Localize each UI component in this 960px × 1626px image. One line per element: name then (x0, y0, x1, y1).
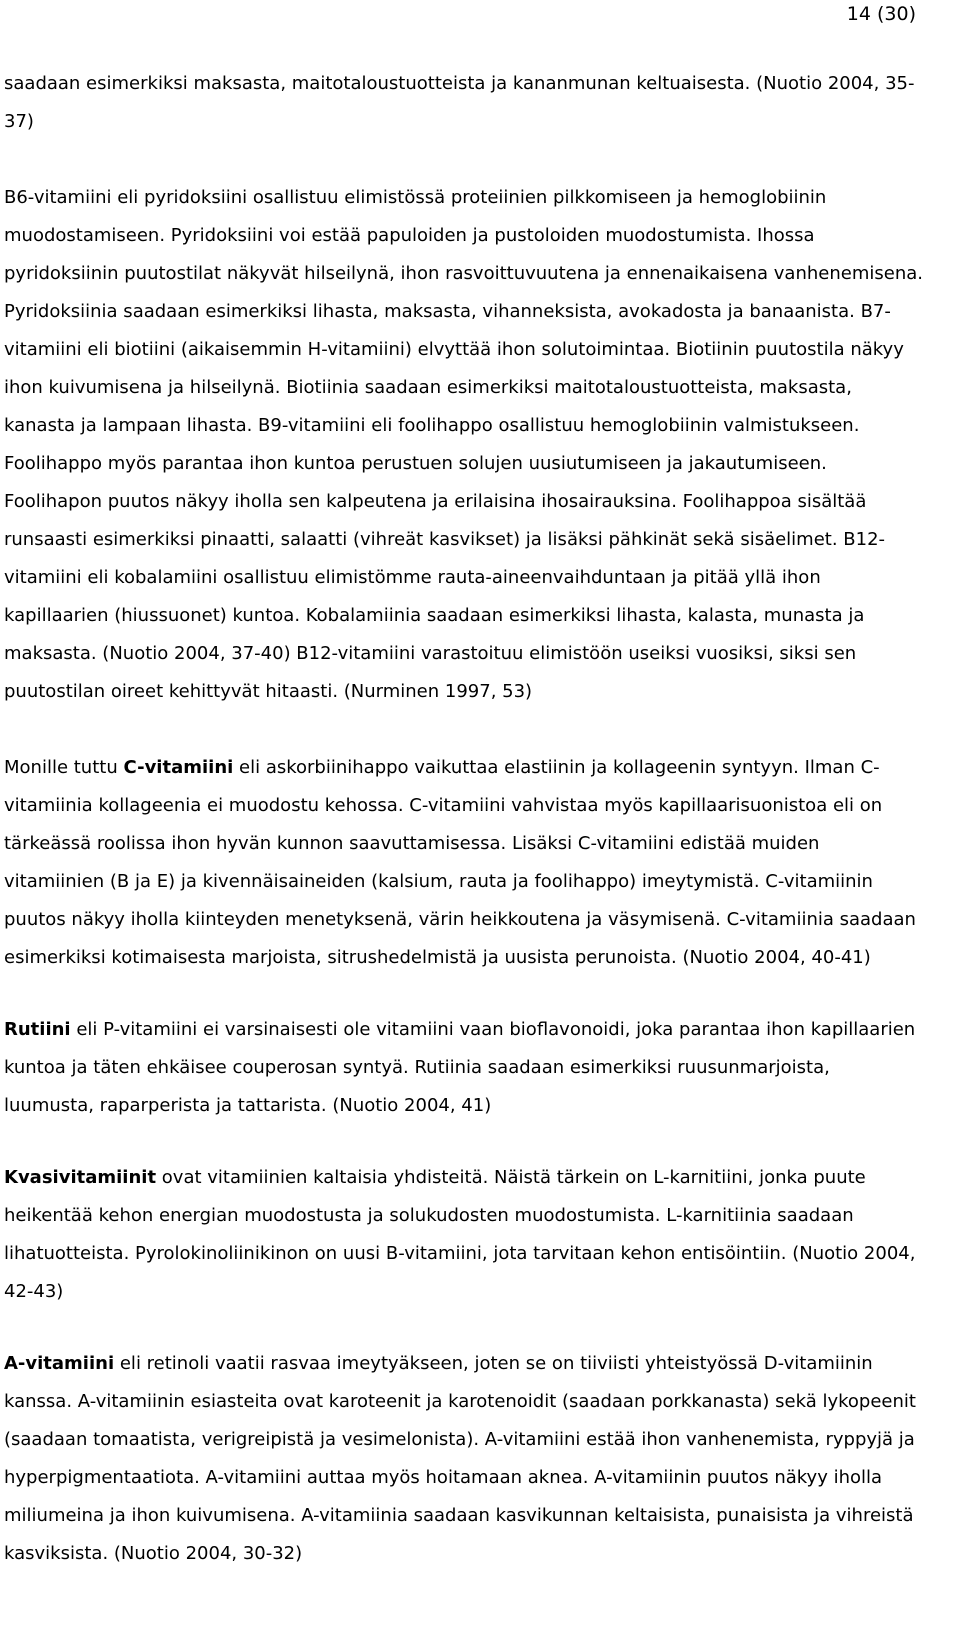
text-span: Monille tuttu (4, 757, 124, 778)
text-span: eli retinoli vaatii rasvaa imeytyäkseen, joten se on tiiviisti yhteistyössä D-vitamiinin (114, 1353, 873, 1374)
text-line (4, 224, 956, 248)
text-line (4, 680, 956, 704)
text-span: vitamiini eli biotiini (aikaisemmin H-vitamiini) elvyttää ihon solutoimintaa. Biotiinin puutostila näkyy (4, 339, 904, 360)
text-span: Pyridoksiinia saadaan esimerkiksi lihasta, maksasta, vihanneksista, avokadosta ja banaanista. B7- (4, 301, 891, 322)
text-span: luumusta, raparperista ja tattarista. (Nuotio 2004, 41) (4, 1095, 492, 1116)
text-span: hyperpigmentaatiota. A-vitamiini auttaa myös hoitamaan aknea. A-vitamiinin puutos näkyy iholla (4, 1467, 883, 1488)
text-line (4, 604, 956, 628)
text-line (4, 72, 956, 96)
text-line (4, 1352, 956, 1376)
text-span: ihon kuivumisena ja hilseilynä. Biotiinia saadaan esimerkiksi maitotaloustuotteista, maksasta, (4, 377, 852, 398)
text-line (4, 490, 956, 514)
text-line (4, 186, 956, 210)
text-line (4, 528, 956, 552)
text-span: 42-43) (4, 1281, 64, 1302)
text-line (4, 1428, 956, 1452)
text-line (4, 414, 956, 438)
text-line (4, 1504, 956, 1528)
bold-term: Kvasivitamiinit (4, 1167, 157, 1188)
text-span: esimerkiksi kotimaisesta marjoista, sitrushedelmistä ja uusista perunoista. (Nuotio 2004, 40-41) (4, 947, 871, 968)
text-line (4, 1018, 956, 1042)
text-line (4, 300, 956, 324)
text-line (4, 1204, 956, 1228)
text-line (4, 1542, 956, 1566)
text-span: 37) (4, 111, 34, 132)
text-line (4, 338, 956, 362)
text-span: kapillaarien (hiussuonet) kuntoa. Kobalamiinia saadaan esimerkiksi lihasta, kalasta, munasta ja (4, 605, 865, 626)
text-line (4, 1094, 956, 1118)
text-span: ovat vitamiinien kaltaisia yhdisteitä. Näistä tärkein on L-karnitiini, jonka puute (156, 1167, 866, 1188)
text-line (4, 794, 956, 818)
text-span: muodostamiseen. Pyridoksiini voi estää papuloiden ja pustoloiden muodostumista. Ihossa (4, 225, 815, 246)
text-line (4, 1166, 956, 1190)
text-line (4, 452, 956, 476)
text-span: (saadaan tomaatista, verigreipistä ja vesimelonista). A-vitamiini estää ihon vanhenemista, ryppyjä ja (4, 1429, 915, 1450)
text-span: puutos näkyy iholla kiinteyden menetyksenä, värin heikkoutena ja väsymisenä. C-vitamiinia saadaan (4, 909, 916, 930)
bold-term: Rutiini (4, 1019, 71, 1040)
text-span: tärkeässä roolissa ihon hyvän kunnon saavuttamisessa. Lisäksi C-vitamiini edistää muiden (4, 833, 820, 854)
text-line (4, 832, 956, 856)
text-span: vitamiinien (B ja E) ja kivennäisaineiden (kalsium, rauta ja foolihappo) imeytymistä. C-vitamiinin (4, 871, 873, 892)
text-line (4, 870, 956, 894)
text-line (4, 1280, 956, 1304)
bold-term: C-vitamiini (123, 757, 234, 778)
text-span: vitamiinia kollageenia ei muodostu kehossa. C-vitamiini vahvistaa myös kapillaarisuonistoa eli on (4, 795, 883, 816)
text-span: kasviksista. (Nuotio 2004, 30-32) (4, 1543, 303, 1564)
text-span: pyridoksiinin puutostilat näkyvät hilseilynä, ihon rasvoittuvuutena ja ennenaikaisena vanhenemisena. (4, 263, 923, 284)
text-line (4, 1390, 956, 1414)
text-line (4, 1466, 956, 1490)
text-span: miliumeina ja ihon kuivumisena. A-vitamiinia saadaan kasvikunnan keltaisista, punaisista ja vihreistä (4, 1505, 914, 1526)
text-span: lihatuotteista. Pyrolokinoliinikinon on uusi B-vitamiini, jota tarvitaan kehon entisöintiin. (Nuotio 2004, (4, 1243, 916, 1264)
text-line (4, 1242, 956, 1266)
text-span: saadaan esimerkiksi maksasta, maitotaloustuotteista ja kananmunan keltuaisesta. (Nuotio 2004, 35- (4, 73, 915, 94)
text-line (4, 1056, 956, 1080)
text-line (4, 262, 956, 286)
text-span: kanasta ja lampaan lihasta. B9-vitamiini eli foolihappo osallistuu hemoglobiinin valmistukseen. (4, 415, 860, 436)
text-span: B6-vitamiini eli pyridoksiini osallistuu elimistössä proteiinien pilkkomiseen ja hemoglobiinin (4, 187, 827, 208)
text-span: kuntoa ja täten ehkäisee couperosan syntyä. Rutiinia saadaan esimerkiksi ruusunmarjoista, (4, 1057, 830, 1078)
text-line (4, 946, 956, 970)
text-line (4, 908, 956, 932)
text-span: eli askorbiinihappo vaikuttaa elastiinin ja kollageenin syntyyn. Ilman C- (233, 757, 880, 778)
text-span: kanssa. A-vitamiinin esiasteita ovat karoteenit ja karotenoidit (saadaan porkkanasta) sekä lykopeenit (4, 1391, 916, 1412)
text-span: maksasta. (Nuotio 2004, 37-40) B12-vitamiini varastoituu elimistöön useiksi vuosiksi, siksi sen (4, 643, 857, 664)
text-line (4, 642, 956, 666)
text-span: Foolihapon puutos näkyy iholla sen kalpeutena ja erilaisina ihosairauksina. Foolihappoa sisältää (4, 491, 867, 512)
text-span: Foolihappo myös parantaa ihon kuntoa perustuen solujen uusiutumiseen ja jakautumiseen. (4, 453, 827, 474)
text-span: runsaasti esimerkiksi pinaatti, salaatti (vihreät kasvikset) ja lisäksi pähkinät sekä sisäelimet. B12- (4, 529, 886, 550)
text-line (4, 110, 956, 134)
page-number: 14 (30) (846, 3, 916, 25)
text-line (4, 566, 956, 590)
bold-term: A-vitamiini (4, 1353, 115, 1374)
text-span: vitamiini eli kobalamiini osallistuu elimistömme rauta-aineenvaihduntaan ja pitää yllä ihon (4, 567, 821, 588)
text-span: heikentää kehon energian muodostusta ja solukudosten muodostumista. L-karnitiinia saadaan (4, 1205, 854, 1226)
text-line (4, 376, 956, 400)
text-span: eli P-vitamiini ei varsinaisesti ole vitamiini vaan bioflavonoidi, joka parantaa ihon kapillaarien (70, 1019, 916, 1040)
text-span: puutostilan oireet kehittyvät hitaasti. (Nurminen 1997, 53) (4, 681, 533, 702)
text-line (4, 756, 956, 780)
